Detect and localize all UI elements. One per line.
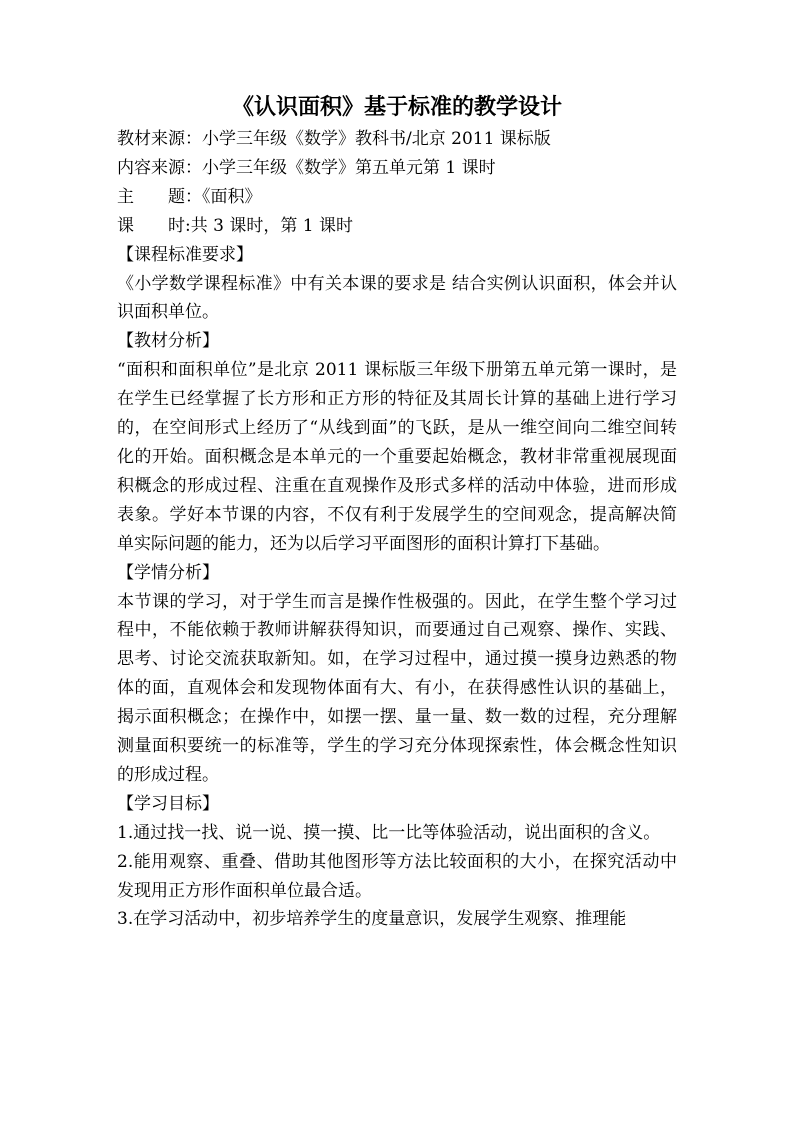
meta-period: 课 时:共 3 课时，第 1 课时 — [117, 215, 353, 236]
student-analysis-paragraph: 本节课的学习，对于学生而言是操作性极强的。因此，在学生整个学习过程中，不能依赖于教师讲解获得知识，而要通过自己观察、操作、实践、思考、讨论交流获取新知。如，在学习过程中，通过摸一摸身边熟悉的物体的面，直观体会和发现物体面有大、有小，在获得感性认识的基础上，揭示面积概念；在操作中，如摆一摆、量一量、数一数的过程，充分理解测量面积要统一的标准等，学生的学习充分体现探索性，体会概念性知识的形成过程。 — [117, 591, 677, 785]
document-title: 《认识面积》基于标准的教学设计 — [231, 94, 562, 120]
learning-goal-3: 3.在学习活动中，初步培养学生的度量意识，发展学生观察、推理能 — [117, 909, 627, 930]
section-heading-textbook-analysis: 【教材分析】 — [117, 331, 219, 352]
document-page — [117, 92, 677, 934]
meta-source-textbook: 教材来源：小学三年级《数学》教科书/北京 2011 课标版 — [117, 129, 551, 149]
meta-topic: 主 题：《面积》 — [117, 186, 262, 207]
learning-goal-1: 1.通过找一找、说一说、摸一摸、比一比等体验活动，说出面积的含义。 — [117, 822, 661, 843]
learning-goal-2: 2.能用观察、重叠、借助其他图形等方法比较面积的大小，在探究活动中发现用正方形作面积单位最合适。 — [117, 851, 677, 901]
section-heading-learning-goals: 【学习目标】 — [117, 793, 219, 814]
standards-paragraph: 《小学数学课程标准》中有关本课的要求是 结合实例认识面积，体会并认识面积单位。 — [117, 273, 677, 323]
textbook-analysis-paragraph: “面积和面积单位”是北京 2011 课标版三年级下册第五单元第一课时，是在学生已经掌握了长方形和正方形的特征及其周长计算的基础上进行学习的，在空间形式上经历了“从线到面”的飞跃，是从一维空间向二维空间转化的开始。面积概念是本单元的一个重要起始概念，教材非常重视展现面积概念的形成过程、注重在直观操作及形式多样的活动中体验，进而形成表象。学好本节课的内容，不仅有利于发展学生的空间观念，提高解决简单实际问题的能力，还为以后学习平面图形的面积计算打下基础。 — [117, 360, 677, 554]
section-heading-standards: 【课程标准要求】 — [117, 244, 253, 265]
section-heading-student-analysis: 【学情分析】 — [117, 562, 219, 583]
meta-source-content: 内容来源：小学三年级《数学》第五单元第 1 课时 — [117, 157, 496, 178]
